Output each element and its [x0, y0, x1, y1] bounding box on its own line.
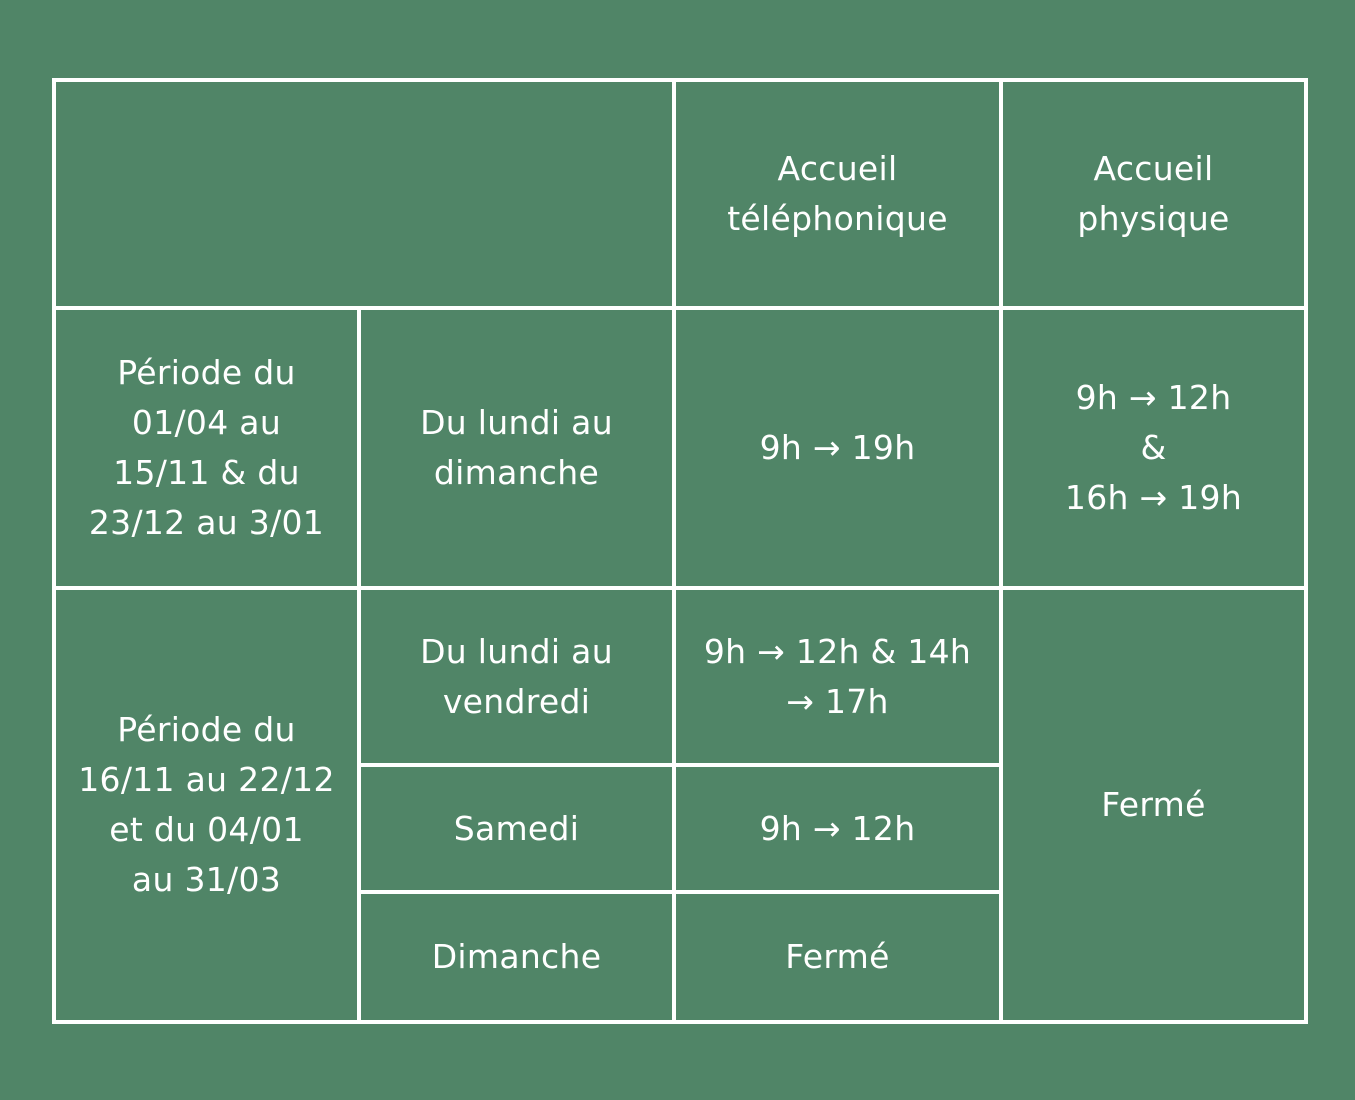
- low-season-physical-hours: Fermé: [1001, 588, 1306, 1022]
- header-physical-reception: Accueil physique: [1001, 80, 1306, 308]
- opening-hours-table: [52, 78, 1308, 1024]
- high-season-physical-hours: 9h → 12h & 16h → 19h: [1001, 308, 1306, 588]
- high-season-phone-hours: 9h → 19h: [674, 308, 1001, 588]
- low-season-sunday-days: Dimanche: [359, 892, 674, 1022]
- header-phone-reception: Accueil téléphonique: [674, 80, 1001, 308]
- low-season-period: Période du 16/11 au 22/12 et du 04/01 au 31/03: [54, 588, 359, 1022]
- low-season-weekday-row: [54, 588, 1306, 765]
- header-row: [54, 80, 1306, 308]
- low-season-saturday-days: Samedi: [359, 765, 674, 892]
- high-season-days: Du lundi au dimanche: [359, 308, 674, 588]
- low-season-saturday-phone-hours: 9h → 12h: [674, 765, 1001, 892]
- low-season-sunday-phone-hours: Fermé: [674, 892, 1001, 1022]
- high-season-row: [54, 308, 1306, 588]
- empty-header-cell: [54, 80, 674, 308]
- low-season-weekday-phone-hours: 9h → 12h & 14h → 17h: [674, 588, 1001, 765]
- low-season-weekday-days: Du lundi au vendredi: [359, 588, 674, 765]
- high-season-period: Période du 01/04 au 15/11 & du 23/12 au 3/01: [54, 308, 359, 588]
